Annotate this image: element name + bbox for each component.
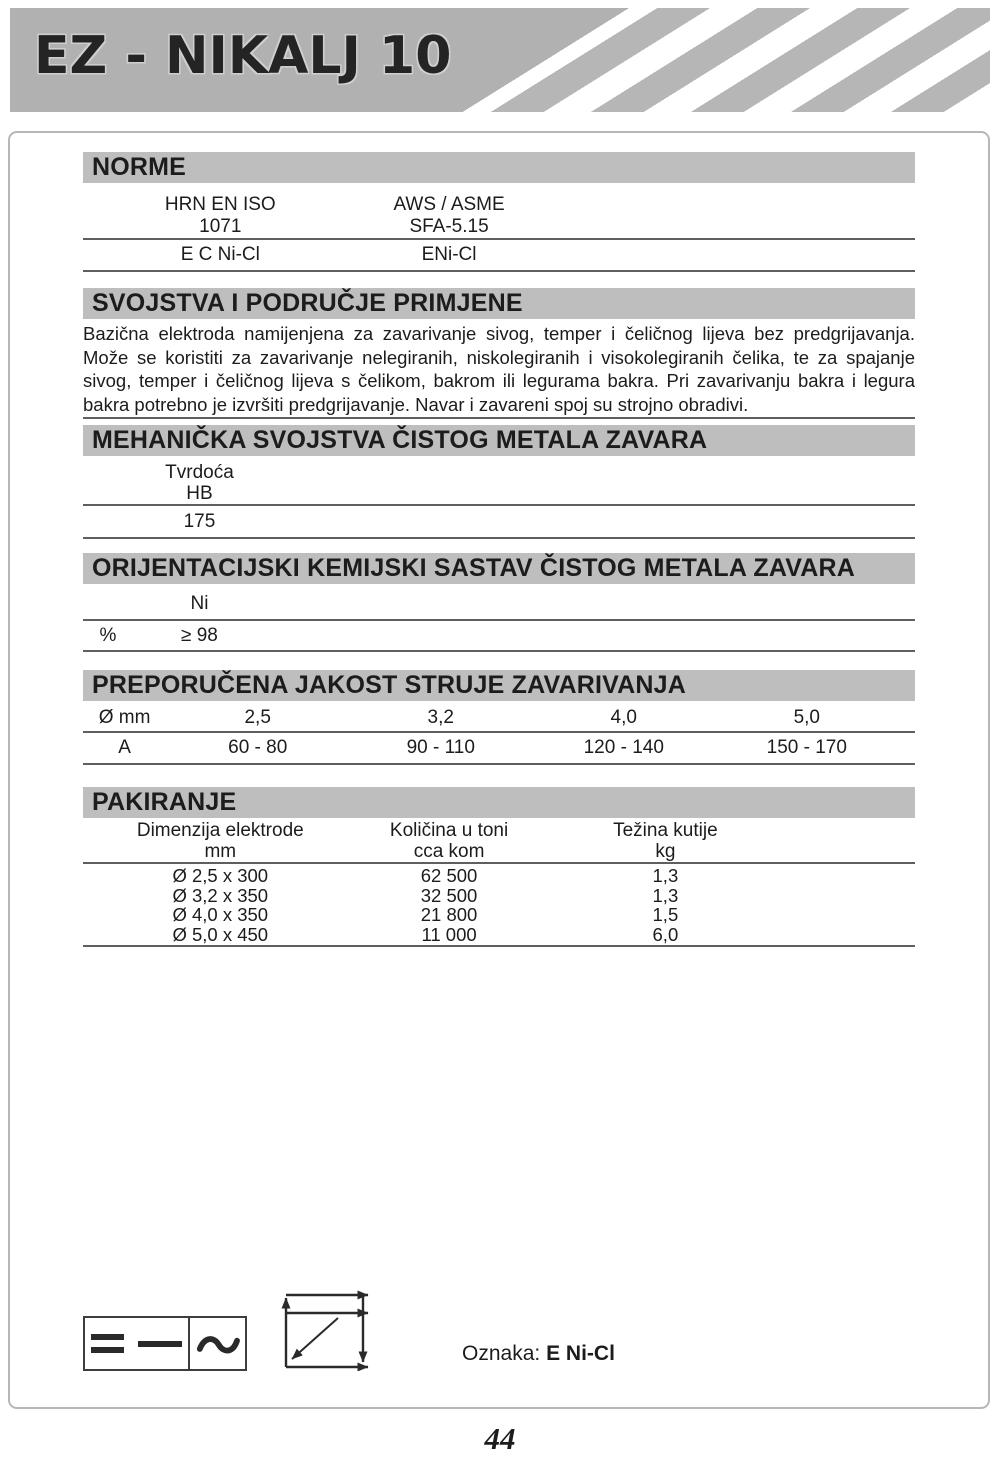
dimension-cell: Ø 3,2 x 350 [172,884,269,906]
current-row-label: A [118,737,131,758]
table-row [83,905,915,925]
column-header [83,820,358,862]
section-header-pakiranje: PAKIRANJE [83,787,915,818]
section-header-norme: NORME [83,152,915,183]
unit-label: % [99,625,117,646]
current-range: 150 - 170 [766,737,847,758]
section-struja [83,670,915,765]
page-number: 44 [484,1421,516,1456]
standard-org: AWS / ASME [393,194,505,215]
footer-symbols [83,1287,915,1371]
current-range: 60 - 80 [228,737,288,758]
current-range: 120 - 140 [583,737,664,758]
element-content-value: ≥ 98 [181,625,218,646]
designations-row [83,240,915,270]
standard-org-col2 [358,194,541,238]
mechanical-value-row [83,506,915,537]
section-header-struja: PREPORUČENA JAKOST STRUJE ZAVARIVANJA [83,670,915,701]
content-box [8,131,990,1409]
table-row [83,886,915,906]
column-header [358,820,541,862]
property-header [133,462,266,504]
table-row [83,925,915,945]
section-mehanicka [83,425,915,539]
column-header-line: Težina kutije [613,820,718,841]
quantity-cell: 11 000 [421,923,477,945]
product-banner [10,8,990,112]
packaging-rows [83,864,915,945]
column-header-unit: mm [204,841,237,862]
section-pakiranje [83,787,915,947]
ac-tilde-icon [194,1325,242,1363]
diameter-value: 3,2 [427,707,454,728]
weight-cell: 1,3 [652,865,679,886]
dc-equals-icon [91,1334,124,1353]
property-unit: HB [186,483,213,504]
weight-cell: 6,0 [652,923,679,945]
current-row [83,733,915,763]
quantity-cell: 32 500 [420,884,478,906]
designation-cell: ENi-Cl [421,244,477,265]
quantity-cell: 21 800 [420,904,478,925]
diameter-value: 2,5 [244,707,271,728]
standard-org: HRN EN ISO [164,194,276,215]
section-svojstva [83,288,915,419]
chemical-header-row [83,589,915,619]
packaging-header-row [83,820,915,862]
column-header-unit: kg [655,841,676,862]
column-header-line: Dimenzija elektrode [136,820,304,841]
column-header [541,820,791,862]
table-row [83,866,915,886]
oznaka-value: E Ni-Cl [546,1342,615,1365]
section-norme [83,152,915,272]
column-header-unit: cca kom [413,841,485,862]
dc-dash-icon [138,1341,182,1347]
section-header-kemijski: ORIJENTACIJSKI KEMIJSKI SASTAV ČISTOG METALA ZAVARA [83,553,915,584]
hardness-value: 175 [183,511,216,532]
section-header-svojstva: SVOJSTVA I PODRUČJE PRIMJENE [83,288,915,319]
rule [83,945,915,947]
weight-cell: 1,5 [652,904,679,925]
diameter-row [83,705,915,731]
dimension-cell: Ø 4,0 x 350 [172,904,269,925]
dimension-cell: Ø 5,0 x 450 [172,923,269,945]
column-header-line: Količina u toni [389,820,509,841]
rule [83,270,915,272]
rule [83,537,915,539]
diameter-row-label: Ø mm [98,707,151,728]
section-kemijski [83,553,915,652]
current-range: 90 - 110 [406,737,475,758]
ac-current-cell [190,1318,245,1369]
standard-code: SFA-5.15 [409,216,489,237]
standards-row [83,194,915,238]
standard-org-col1 [83,194,358,238]
oznaka-label: Oznaka: [462,1342,541,1365]
property-name: Tvrdoća [165,462,234,483]
element-symbol: Ni [190,593,209,614]
mechanical-header-row [83,462,915,504]
diameter-value: 4,0 [610,707,637,728]
standard-code: 1071 [199,216,242,237]
quantity-cell: 62 500 [420,865,478,886]
dimension-cell: Ø 2,5 x 300 [172,865,269,886]
designation-mark [462,1342,615,1366]
description-paragraph: Bazična elektroda namijenjena za zavarivanje sivog, temper i čeličnog lijeva bez predgrijavanja. Može se koristiti za zavarivanje nelegiranih, niskolegiranih i visokolegiranih čelika, te za spajanje sivog, temper i čeličnog lijeva s čelikom, bakrom ili legurama bakra. Pri zavarivanju bakra i legura bakra potrebno je izvršiti predgrijavanje. Navar i zavareni spoj su strojno obradivi. [83,323,915,415]
section-header-mehanicka: MEHANIČKA SVOJSTVA ČISTOG METALA ZAVARA [83,425,915,456]
rule [83,417,915,419]
rule [83,763,915,765]
diameter-value: 5,0 [793,707,820,728]
current-type-symbol [83,1316,247,1371]
rule [83,650,915,652]
dc-current-cell [85,1318,190,1369]
weight-cell: 1,3 [652,884,679,906]
welding-positions-icon [278,1287,374,1371]
chemical-value-row [83,621,915,650]
designation-cell: E C Ni-Cl [180,244,260,265]
product-title: EZ - NIKALJ 10 [34,26,452,86]
